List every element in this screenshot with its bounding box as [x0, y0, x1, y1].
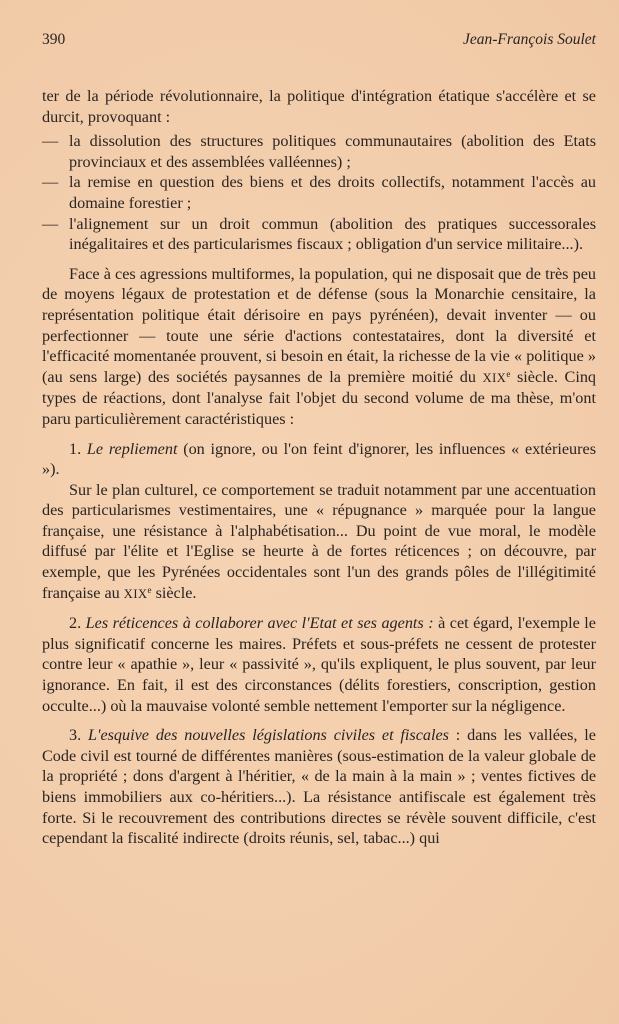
item-2 — [42, 613, 596, 716]
dash-marker: — — [42, 214, 59, 233]
paragraph-text: siècle. Cinq types de réactions, dont l'analyse fait l'objet du second volume de ma thèse, m'ont paru particulièrement caractéristiques : — [42, 367, 597, 428]
list-item — [42, 172, 596, 213]
page-number: 390 — [42, 31, 66, 48]
item-3 — [42, 725, 596, 849]
list-item-text: la dissolution des structures politiques communautaires (abolition des Etats provinciaux et des assemblées valléennes) ; — [69, 132, 596, 171]
century-superscript: e — [506, 368, 511, 379]
page-body — [42, 86, 596, 849]
paragraph-text: Sur le plan culturel, ce comportement se traduit notamment par une accentuation des particularismes vestimentaires, une « répugnance » marquée pour la langue française, une résistance à l'alphabétisation... Du point de vue moral, le modèle diffusé par l'élite et l'Eglise se heurte à de fortes réticences ; on découvre, par exemple, que les Pyrénées occidentales sont l'un des grands pôles de l'illégitimité française au — [42, 480, 596, 602]
paragraph-text: siècle. — [151, 583, 197, 602]
paragraph-face — [42, 264, 596, 430]
running-head-author: Jean-François Soulet — [462, 31, 596, 48]
dash-marker: — — [42, 132, 59, 151]
item-title: Les réticences à collaborer avec l'Etat et ses agents : — [85, 614, 434, 633]
item-title: Le repliement — [86, 439, 178, 458]
list-item-text: la remise en question des biens et des droits collectifs, notamment l'accès au domaine forestier ; — [69, 173, 596, 212]
paragraph-text: Face à ces agressions multiformes, la population, qui ne disposait que de très peu de moyens légaux de protestation et de défense (sous la Monarchie censitaire, la représentation politique était dérisoire en pays pyrénéen), devait inventer — ou perfectionner — toute une série d'actions contestataires, dont la diversité et l'efficacité momentanée prouvent, si besoin en était, la richesse de la vie « politique » (au sens large) des sociétés paysannes de la première moitié du — [42, 264, 596, 386]
dash-marker: — — [42, 173, 59, 192]
page-header — [42, 31, 596, 51]
paragraph-sur — [42, 480, 596, 605]
century-numeral: XIX — [123, 586, 148, 601]
list-item-text: l'alignement sur un droit commun (abolition des pratiques successorales inégalitaires et des particularismes fiscaux ; obligation d'un service militaire...). — [69, 214, 596, 254]
intro-paragraph: ter de la période révolutionnaire, la politique d'intégration étatique s'accélère et se durcit, provoquant : — [42, 87, 596, 126]
item-number: 1. — [69, 439, 82, 458]
item-number: 2. — [69, 614, 82, 633]
item-text: (on ignore, ou l'on feint d'ignorer, les influences « extérieures »). — [42, 439, 597, 479]
item-title: L'esquive des nouvelles législations civiles et fiscales — [87, 726, 449, 745]
item-1 — [42, 439, 596, 480]
item-text: à cet égard, l'exemple le plus significatif concerne les maires. Préfets et sous-préfets ne cessent de protester contre leur « apathie », leur « passivité », qu'ils expliquent, le plus souvent, par leur ignorance. En fait, il est des circonstances (délits forestiers, conscription, gestion occulte...) où la mauvaise volonté semble nettement l'emporter sur la négligence. — [42, 614, 596, 715]
item-number: 3. — [69, 726, 82, 745]
list-item — [42, 214, 596, 255]
century-numeral: XIX — [482, 370, 507, 385]
list-item — [42, 131, 596, 172]
century-superscript: e — [147, 584, 152, 595]
item-text: : dans les vallées, le Code civil est tourné de différentes manières (sous-estimation de la valeur globale de la propriété ; dons d'argent à l'héritier, « de la main à la main » ; ventes fictives de biens immobiliers aux co-héritiers...). La résistance antifiscale est également très forte. Si le recouvrement des contributions directes se révèle souvent difficile, c'est cependant la fiscalité indirecte (droits réunis, sel, tabac...) qui — [42, 726, 596, 848]
